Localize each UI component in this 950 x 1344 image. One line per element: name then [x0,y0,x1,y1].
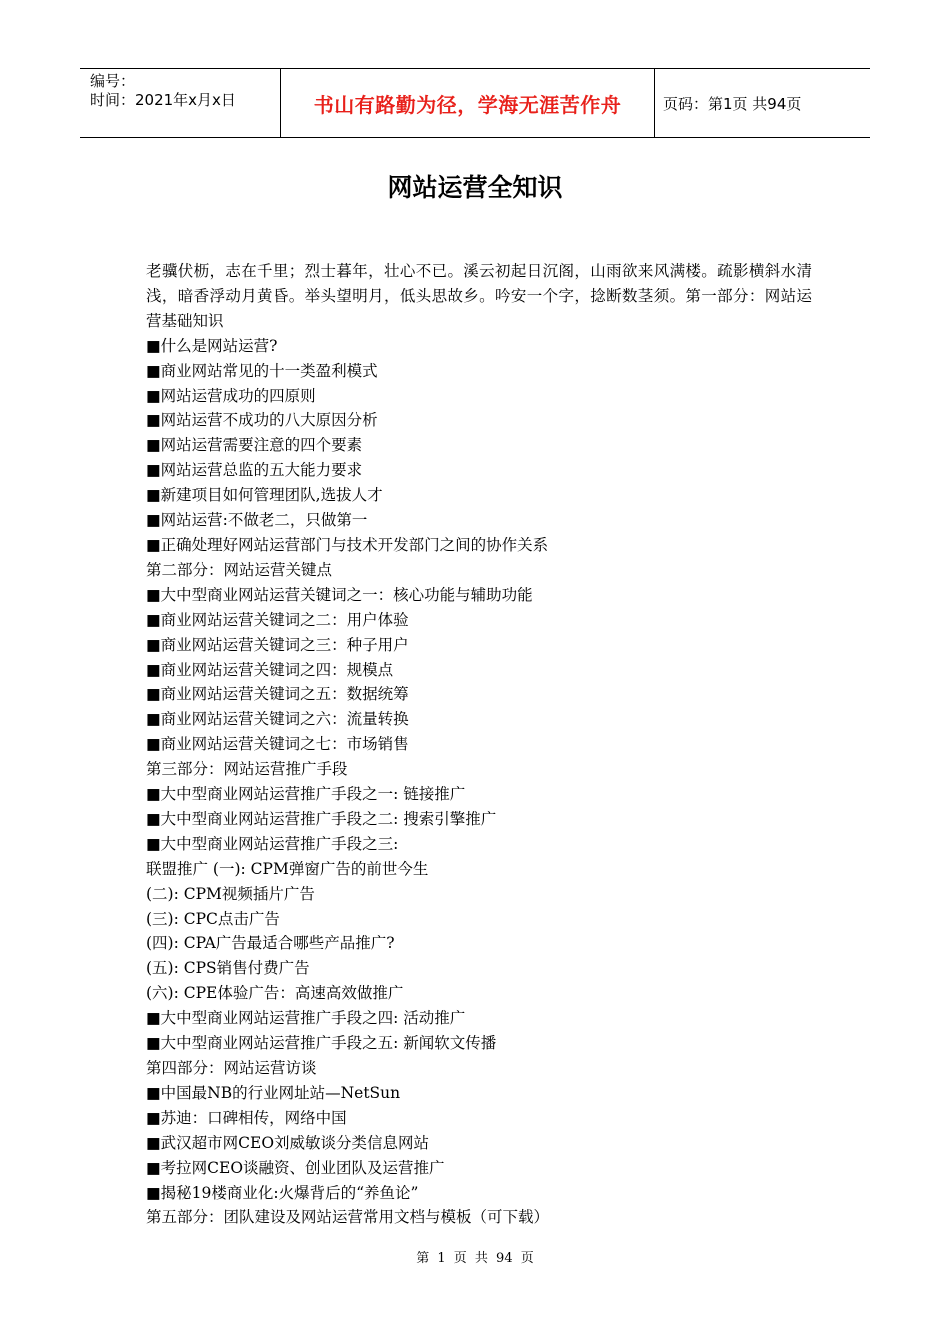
outline-line: ■大中型商业网站运营推广手段之五: 新闻软文传播 [146,1034,497,1053]
outline-line: ■网站运营需要注意的四个要素 [146,436,363,455]
outline-line: ■网站运营不成功的八大原因分析 [146,411,378,430]
outline-line: ■大中型商业网站运营推广手段之三: [146,834,399,853]
outline-line: ■大中型商业网站运营推广手段之一: 链接推广 [146,785,466,804]
header-table [80,68,870,138]
outline-line: ■大中型商业网站运营推广手段之四: 活动推广 [146,1009,466,1028]
document-title: 网站运营全知识 [387,173,563,202]
document-body [146,259,812,1230]
intro-paragraph: 老骥伏枥，志在千里；烈士暮年，壮心不已。溪云初起日沉阁，山雨欲来风满楼。疏影横斜水清浅，暗香浮动月黄昏。举头望明月，低头思故乡。吟安一个字，捻断数茎须。第一部分：网站运营基础知识 [146,262,812,330]
header-motto-cell [281,69,655,137]
outline-line: (四): CPA广告最适合哪些产品推广? [146,934,395,953]
outline-line: ■商业网站运营关键词之五：数据统筹 [146,685,409,704]
outline-line: 第三部分：网站运营推广手段 [146,760,348,779]
outline-list [146,334,812,1231]
outline-line: ■新建项目如何管理团队,选拔人才 [146,486,383,505]
outline-line: ■商业网站运营关键词之六：流量转换 [146,710,409,729]
outline-line: ■商业网站运营关键词之七：市场销售 [146,735,409,754]
outline-line: ■揭秘19楼商业化:火爆背后的“养鱼论” [146,1183,419,1202]
outline-line: ■什么是网站运营? [146,336,278,355]
outline-line: ■大中型商业网站运营推广手段之二: 搜索引擎推广 [146,809,497,828]
outline-line: (五): CPS销售付费广告 [146,959,310,978]
outline-line: (三): CPC点击广告 [146,909,280,928]
outline-line: 第五部分：团队建设及网站运营常用文档与模板（可下载） [146,1208,550,1227]
header-page-cell [655,69,870,137]
outline-line: (六): CPE体验广告：高速高效做推广 [146,984,404,1003]
outline-line: ■网站运营成功的四原则 [146,386,316,405]
outline-line: ■商业网站运营关键词之二：用户体验 [146,610,409,629]
document-number: 编号： [90,72,136,90]
outline-line: ■网站运营:不做老二，只做第一 [146,511,368,530]
outline-line: 第二部分：网站运营关键点 [146,560,333,579]
outline-line: 第四部分：网站运营访谈 [146,1059,317,1077]
header-meta-cell [80,69,281,137]
page-footer: 第 1 页 共 94 页 [416,1251,534,1266]
outline-line: ■武汉超市网CEO刘威敏谈分类信息网站 [146,1133,430,1152]
outline-line: ■大中型商业网站运营关键词之一：核心功能与辅助功能 [146,585,533,604]
outline-line: ■考拉网CEO谈融资、创业团队及运营推广 [146,1158,445,1177]
outline-line: ■网站运营总监的五大能力要求 [146,461,363,480]
header-page-info: 页码：第1页 共94页 [663,94,802,113]
outline-line: 联盟推广 (一): CPM弹窗广告的前世今生 [146,859,429,878]
outline-line: ■中国最NB的行业网址站—NetSun [146,1083,401,1102]
outline-line: ■商业网站运营关键词之三：种子用户 [146,635,409,654]
document-time: 时间：2021年x月x日 [90,91,236,109]
outline-line: (二): CPM视频插片广告 [146,884,315,903]
outline-line: ■商业网站常见的十一类盈利模式 [146,361,378,380]
outline-line: ■商业网站运营关键词之四：规模点 [146,660,394,679]
outline-line: ■正确处理好网站运营部门与技术开发部门之间的协作关系 [146,535,549,554]
header-motto: 书山有路勤为径，学海无涯苦作舟 [313,92,622,117]
outline-line: ■苏迪：口碑相传，网络中国 [146,1108,347,1127]
